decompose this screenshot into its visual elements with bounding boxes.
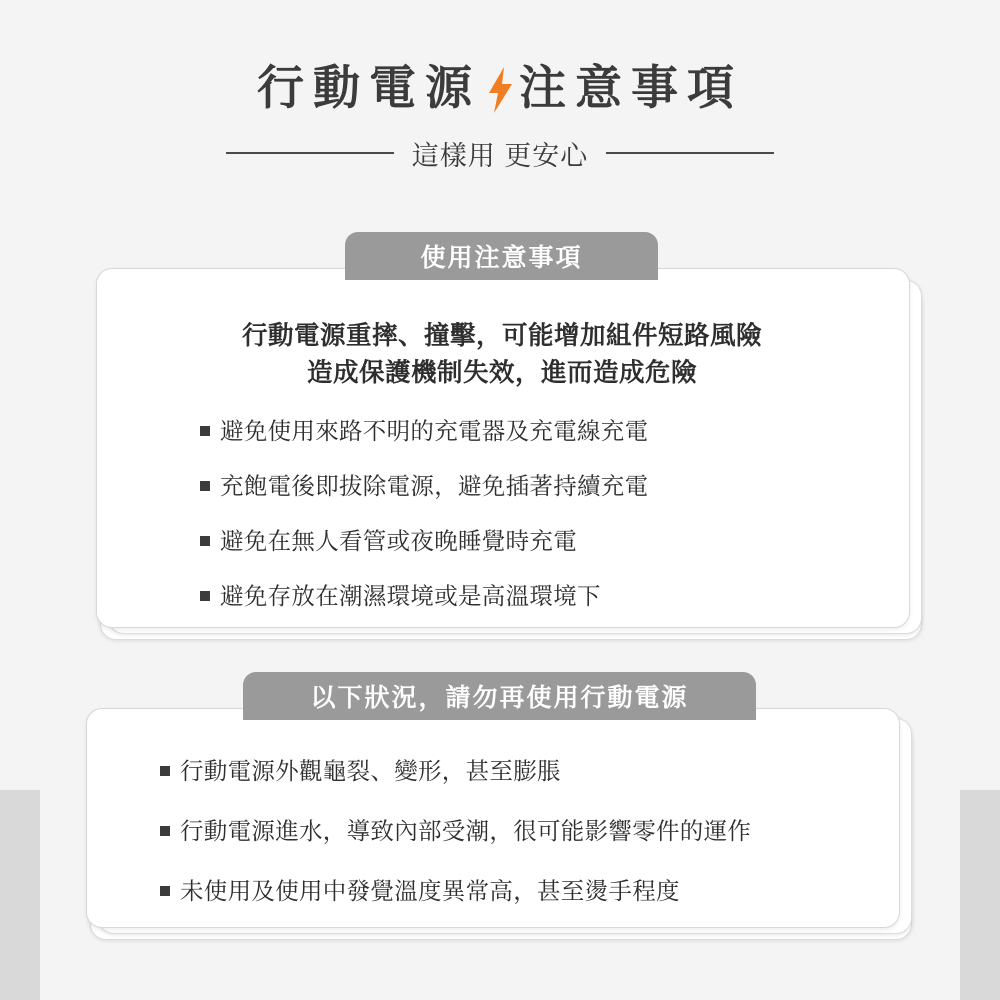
rule-left (226, 152, 394, 154)
list-item (160, 752, 880, 786)
square-bullet-icon (160, 826, 170, 836)
list-item (160, 812, 880, 846)
list-item (160, 872, 880, 906)
list-item-label: 行動電源進水，導致內部受潮，很可能影響零件的運作 (180, 818, 752, 844)
section-1-list (200, 412, 820, 632)
section-1-lead-line-1: 行動電源重摔、撞擊，可能增加組件短路風險 (241, 322, 762, 350)
square-bullet-icon (200, 426, 210, 436)
page-title-left: 行動電源 (257, 61, 481, 114)
title-row (0, 62, 1000, 114)
list-item (200, 467, 820, 501)
section-1-tab: 使用注意事項 (345, 232, 658, 280)
square-bullet-icon (200, 536, 210, 546)
section-2-list (160, 752, 880, 932)
list-item (200, 522, 820, 556)
list-item-label: 避免在無人看管或夜晚睡覺時充電 (220, 528, 577, 554)
list-item (200, 577, 820, 611)
page-subtitle: 這樣用 更安心 (411, 140, 589, 171)
square-bullet-icon (200, 591, 210, 601)
section-2-tab: 以下狀況，請勿再使用行動電源 (243, 672, 756, 720)
square-bullet-icon (160, 886, 170, 896)
list-item-label: 充飽電後即拔除電源，避免插著持續充電 (220, 473, 649, 499)
lightning-bolt-icon (487, 67, 513, 113)
list-item-label: 避免存放在潮濕環境或是高溫環境下 (220, 583, 601, 609)
section-1-lead (96, 318, 908, 392)
subtitle-row (0, 134, 1000, 173)
square-bullet-icon (200, 481, 210, 491)
list-item-label: 避免使用來路不明的充電器及充電線充電 (220, 418, 649, 444)
list-item (200, 412, 820, 446)
poster-header (0, 62, 1000, 173)
list-item-label: 行動電源外觀龜裂、變形，甚至膨脹 (180, 758, 561, 784)
page-title-right: 注意事項 (519, 61, 743, 114)
section-1-lead-line-2: 造成保護機制失效，進而造成危險 (306, 359, 697, 388)
rule-right (606, 152, 774, 154)
square-bullet-icon (160, 766, 170, 776)
list-item-label: 未使用及使用中發覺溫度異常高，甚至燙手程度 (180, 878, 680, 904)
